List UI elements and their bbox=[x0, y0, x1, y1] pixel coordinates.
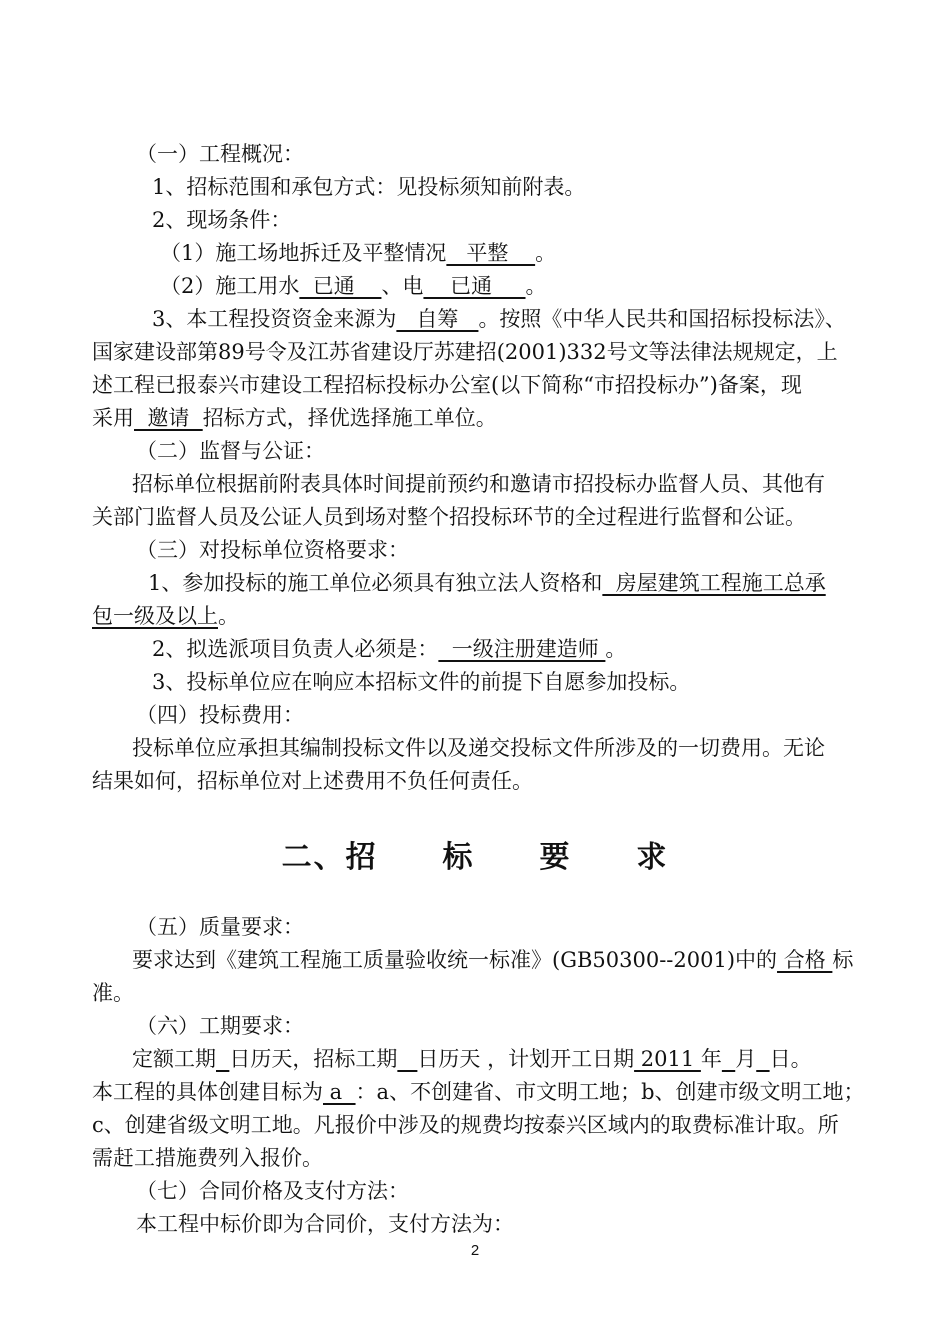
filled-blank: 一级注册建造师 bbox=[438, 637, 606, 661]
text-segment: 准。 bbox=[92, 981, 134, 1005]
text-segment: c、创建省级文明工地。凡报价中涉及的规费均按泰兴区域内的取费标准计取。所 bbox=[92, 1113, 839, 1137]
filled-blank: 房屋建筑工程施工总承 bbox=[602, 571, 826, 595]
text-line bbox=[92, 274, 872, 298]
text-line bbox=[92, 373, 872, 397]
text-line bbox=[92, 1146, 872, 1170]
text-segment: 1、招标范围和承包方式：见投标须知前附表。 bbox=[152, 175, 586, 199]
text-line bbox=[92, 472, 872, 496]
filled-blank: 合格 bbox=[777, 948, 833, 972]
text-segment: 需赶工措施费列入报价。 bbox=[92, 1146, 323, 1170]
page-number: 2 bbox=[470, 1242, 480, 1259]
text-segment: 标 bbox=[832, 948, 854, 972]
text-segment: 投标单位应承担其编制投标文件以及递交投标文件所涉及的一切费用。无论 bbox=[132, 736, 825, 760]
text-segment: 招标方式，择优选择施工单位。 bbox=[202, 406, 497, 430]
text-segment: 。 bbox=[525, 274, 547, 298]
text-segment: 。按照《中华人民共和国招标投标法》、 bbox=[478, 307, 846, 331]
text-line bbox=[92, 307, 872, 331]
text-segment: 。 bbox=[535, 241, 557, 265]
filled-blank: 已通 bbox=[299, 274, 382, 298]
text-line bbox=[92, 703, 872, 727]
text-segment: 日历天，招标工期 bbox=[229, 1047, 398, 1071]
text-segment: 2、拟选派项目负责人必须是： bbox=[152, 637, 439, 661]
text-line bbox=[92, 439, 872, 463]
text-segment: 述工程已报泰兴市建设工程招标投标办公室(以下简称“市招投标办”)备案，现 bbox=[92, 373, 802, 397]
text-line bbox=[92, 571, 872, 595]
text-line bbox=[92, 915, 872, 939]
text-line bbox=[92, 1014, 872, 1038]
section-heading bbox=[0, 832, 950, 876]
text-line bbox=[92, 208, 872, 232]
text-segment: 日历天 ，计划开工日期 bbox=[417, 1047, 635, 1071]
text-segment: 年 bbox=[700, 1047, 722, 1071]
text-line bbox=[92, 505, 872, 529]
text-segment: 3、本工程投资资金来源为 bbox=[152, 307, 397, 331]
text-segment: （二）监督与公证： bbox=[136, 439, 325, 463]
text-line bbox=[92, 769, 872, 793]
text-segment: 本工程的具体创建目标为 bbox=[92, 1080, 323, 1104]
text-line bbox=[92, 538, 872, 562]
filled-blank: 已通 bbox=[423, 274, 526, 298]
text-segment: 。 bbox=[218, 604, 239, 628]
filled-blank bbox=[756, 1047, 769, 1071]
text-segment: （六）工期要求： bbox=[136, 1014, 304, 1038]
text-line bbox=[92, 981, 872, 1005]
text-line bbox=[92, 406, 872, 430]
text-segment: （一）工程概况： bbox=[136, 142, 304, 166]
heading-part-2: 标 bbox=[442, 840, 475, 875]
text-line bbox=[92, 948, 872, 972]
filled-blank: 包一级及以上 bbox=[92, 604, 218, 628]
filled-blank: a bbox=[323, 1080, 356, 1104]
filled-blank bbox=[216, 1047, 229, 1071]
filled-blank: 平整 bbox=[446, 241, 536, 265]
text-segment: 日。 bbox=[769, 1047, 812, 1071]
text-line bbox=[92, 670, 872, 694]
filled-blank: 自筹 bbox=[396, 307, 479, 331]
text-segment: （2）施工用水 bbox=[160, 274, 300, 298]
filled-blank: 2011 bbox=[634, 1047, 701, 1071]
text-segment: 关部门监督人员及公证人员到场对整个招投标环节的全过程进行监督和公证。 bbox=[92, 505, 806, 529]
text-line bbox=[92, 604, 872, 628]
text-segment: 。 bbox=[605, 637, 627, 661]
text-segment: 国家建设部第89号令及江苏省建设厅苏建招(2001)332号文等法律法规规定，上 bbox=[92, 340, 838, 364]
text-line bbox=[92, 340, 872, 364]
text-segment: 定额工期 bbox=[132, 1047, 216, 1071]
filled-blank bbox=[397, 1047, 417, 1071]
text-segment: 1、参加投标的施工单位必须具有独立法人资格和 bbox=[148, 571, 603, 595]
text-segment: 月 bbox=[735, 1047, 757, 1071]
text-line bbox=[92, 1212, 872, 1236]
text-segment: （五）质量要求： bbox=[136, 915, 304, 939]
text-segment: 2、现场条件： bbox=[152, 208, 292, 232]
text-segment: 3、投标单位应在响应本招标文件的前提下自愿参加投标。 bbox=[152, 670, 691, 694]
text-line bbox=[92, 241, 872, 265]
text-line bbox=[92, 1047, 872, 1071]
text-segment: （四）投标费用： bbox=[136, 703, 304, 727]
text-segment: 采用 bbox=[92, 406, 134, 430]
text-line bbox=[92, 1080, 872, 1104]
text-segment: （三）对投标单位资格要求： bbox=[136, 538, 409, 562]
text-segment: （七）合同价格及支付方法： bbox=[136, 1179, 409, 1203]
text-segment: 要求达到《建筑工程施工质量验收统一标准》(GB50300--2001)中的 bbox=[132, 948, 778, 972]
text-segment: 、电 bbox=[381, 274, 424, 298]
text-line bbox=[92, 736, 872, 760]
text-line bbox=[92, 1179, 872, 1203]
heading-part-3: 要 bbox=[539, 840, 572, 875]
heading-part-1: 二、招 bbox=[281, 840, 378, 875]
text-line bbox=[92, 1113, 872, 1137]
text-line bbox=[92, 637, 872, 661]
text-line bbox=[92, 175, 872, 199]
filled-blank bbox=[722, 1047, 735, 1071]
text-line bbox=[92, 142, 872, 166]
text-segment: 本工程中标价即为合同价，支付方法为： bbox=[136, 1212, 514, 1236]
heading-part-4: 求 bbox=[636, 840, 669, 875]
text-segment: ：a、不创建省、市文明工地；b、创建市级文明工地； bbox=[355, 1080, 865, 1104]
text-segment: （1）施工场地拆迁及平整情况 bbox=[160, 241, 447, 265]
text-segment: 招标单位根据前附表具体时间提前预约和邀请市招投标办监督人员、其他有 bbox=[132, 472, 825, 496]
text-segment: 结果如何，招标单位对上述费用不负任何责任。 bbox=[92, 769, 533, 793]
filled-blank: 邀请 bbox=[134, 406, 203, 430]
